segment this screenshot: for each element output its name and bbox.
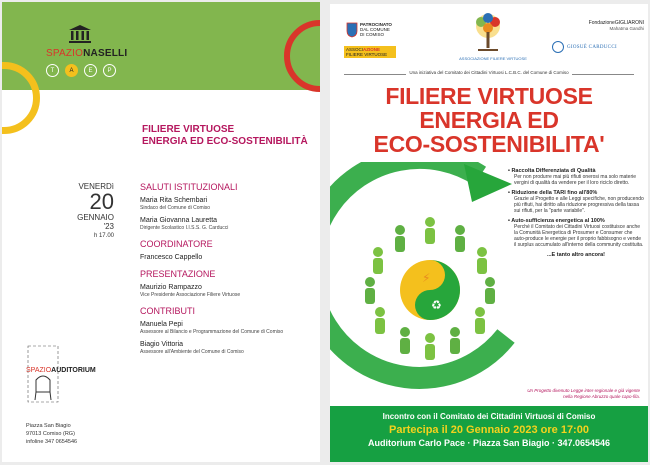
speaker-role: Dirigente Scolastico I.I.S.S. G. Carducci (140, 225, 229, 231)
event-title (142, 124, 312, 148)
speaker-name: Maria Rita Schembari (140, 197, 208, 204)
carducci-logo (552, 40, 632, 54)
venue-address (26, 422, 77, 446)
comune-crest-icon (346, 22, 358, 38)
benefit-text: Grazie al Progetto e alle Leggi specifiche, non producendo più rifiuti, hai diritto alla riduzione progressiva della tassa sui rifiuti, per la "parte variabile". (514, 196, 644, 214)
temple-icon (68, 24, 92, 44)
logo-dot: A (65, 64, 78, 77)
main-title-line: ENERGIA ED (419, 107, 559, 133)
project-law-note: Un Progetto divenuto Legge inter-regionale e già vigente nella Regione Abruzzo quale capo-fila. (527, 388, 640, 399)
program-section (140, 239, 316, 262)
and-more-text: ...E tanto altro ancora! (546, 252, 606, 258)
benefit-item (508, 218, 644, 248)
event-date (68, 182, 114, 239)
arrow-head-icon (464, 164, 512, 202)
logo-dots (46, 64, 116, 77)
logo-dot: T (46, 64, 59, 77)
program-section (140, 182, 316, 232)
event-title-line: FILIERE VIRTUOSE (142, 124, 235, 135)
svg-text:♻: ♻ (431, 298, 442, 312)
speaker-name: Biagio Vittoria (140, 341, 184, 348)
patronage-line: DAL COMUNE (360, 27, 390, 32)
date-day: 20 (89, 189, 114, 214)
carducci-emblem-icon (552, 41, 564, 53)
logo-dot: P (103, 64, 116, 77)
right-flyer (330, 4, 648, 462)
chair-icon (26, 344, 116, 404)
benefit-text: Perché il Comitato dei Cittadini Virtuosi costituisce anche la Comunità Energetica di Prosumer e Consumer che auto-produce le energie per il proprio fabbisogno e vende il surplus accumulato all'interno della community costituita. (514, 224, 644, 248)
speaker-name: Francesco Cappello (140, 254, 203, 261)
speaker-name: Maurizio Rampazzo (140, 284, 202, 291)
footer-band (330, 406, 648, 462)
initiative-caption: Una iniziativa del Comitato dei Cittadini Virtuosi L.C.B.C. del Comune di Comiso (344, 70, 634, 75)
svg-text:⚡: ⚡ (422, 271, 431, 285)
patronage-line: PATROCINATO (360, 22, 392, 27)
date-month: GENNAIO '23 (77, 213, 114, 231)
benefit-heading: • Raccolta Differenziata di Qualità (508, 168, 596, 174)
benefit-heading: • Auto-sufficienza energetica al 100% (508, 218, 605, 224)
benefit-item (508, 190, 644, 214)
footer-venue-line: Auditorium Carlo Pace · Piazza San Biagio · 347.0654546 (367, 438, 611, 448)
footer-meeting-line: Incontro con il Comitato dei Cittadini Virtuosi di Comiso (382, 412, 596, 421)
program-section (140, 306, 316, 356)
address-line: 97013 Comiso (RG) (26, 431, 75, 437)
speaker-role: Assessore al Bilancio e Programmazione del Comune di Comiso (140, 329, 284, 335)
speaker-name: Manuela Pepi (140, 321, 183, 328)
benefit-item (508, 168, 644, 186)
benefits-list (508, 168, 644, 258)
benefit-text: Per non produrre mai più rifiuti onerosi ma solo materie vergini di qualità da vendere per il loro riciclo diretto. (514, 174, 636, 186)
left-flyer (2, 2, 320, 462)
section-title: SALUTI ISTITUZIONALI (140, 182, 238, 192)
speaker-role: Assessore all'Ambiente del Comune di Comiso (140, 349, 244, 355)
program-section (140, 269, 316, 299)
speaker-role: Vice Presidente Associazione Filiere Virtuose (140, 292, 241, 298)
logo-dot: E (84, 64, 97, 77)
speaker-role: Sindaco del Comune di Comiso (140, 205, 211, 211)
main-title-line: FILIERE VIRTUOSE (385, 83, 593, 109)
tree-logo-icon (470, 12, 506, 54)
section-title: COORDINATORE (140, 239, 213, 249)
main-title (340, 84, 638, 156)
tree-logo-label: ASSOCIAZIONE FILIERE VIRTUOSE (459, 56, 527, 61)
date-time: h 17.00 (93, 233, 114, 239)
carducci-text: GIOSUÈ CARDUCCI (567, 44, 617, 50)
patronage-text (360, 22, 392, 37)
event-title-line: ENERGIA ED ECO-SOSTENIBILITÀ (142, 136, 308, 147)
speaker-name: Maria Giovanna Lauretta (140, 217, 218, 224)
fondazione-line: Mahatma Gandhi (609, 26, 644, 31)
fondazione-line: FondazioneGIGLIARONI (588, 20, 644, 26)
benefit-heading: • Riduzione della TARI fino all'80% (508, 190, 598, 196)
date-weekday: VENERDì (78, 182, 114, 191)
fondazione-logo (540, 20, 644, 31)
address-line: Piazza San Biagio (26, 423, 71, 429)
spazio-naselli-logo-text: SPAZIONASELLI (46, 48, 128, 59)
section-title: PRESENTAZIONE (140, 269, 216, 279)
footer-date-line: Partecipa il 20 Gennaio 2023 ore 17:00 (389, 424, 589, 436)
section-title: CONTRIBUTI (140, 306, 195, 316)
spazio-auditorium-logo-text: SPAZIOAUDITORIUM (26, 367, 96, 374)
associazione-tag: ASSOCIAZIONE FILIERE VIRTUOSE (344, 46, 396, 58)
main-title-line: ECO-SOSTENIBILITA' (373, 131, 605, 157)
patronage-line: DI COMISO (360, 32, 385, 37)
community-sustainability-graphic (330, 162, 530, 392)
address-line: infoline 347 0654546 (26, 439, 78, 445)
program-list (140, 182, 316, 363)
